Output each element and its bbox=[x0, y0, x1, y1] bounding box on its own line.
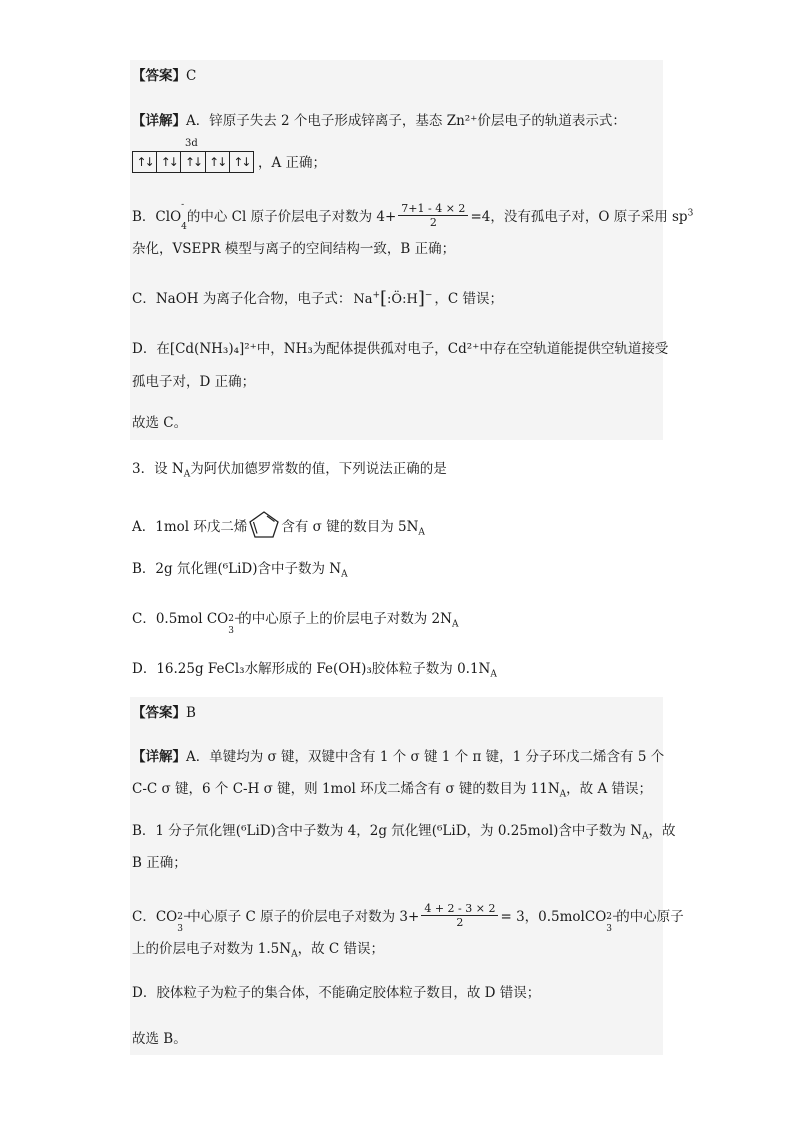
option-a: A．1mol 环戊二烯 含有 σ 键的数目为 $5N_A$ bbox=[132, 510, 425, 545]
conclusion-1: 故选 C。 bbox=[132, 415, 188, 431]
orbital-cell: ↑↓ bbox=[133, 152, 157, 172]
question-3-stem: 3．设 $N_A$为阿伏加德罗常数的值，下列说法正确的是 bbox=[132, 461, 447, 480]
fraction-c: $\frac{4 + 2 - 3 \times 2}{2}$ bbox=[421, 902, 498, 929]
option-d: D．16.25g FeCl₃水解形成的 Fe(OH)₃胶体粒子数为 $0.1N_A$ bbox=[132, 661, 497, 680]
detail-3-a: 【详解】A．单键均为 σ 键，双键中含有 1 个 σ 键 1 个 π 键，1 分子环戊二烯含有 5 个 bbox=[132, 749, 665, 765]
orbital-label: 3d bbox=[185, 138, 198, 149]
fraction-b: $\frac{7+1 - 4 \times 2}{2}$ bbox=[398, 202, 468, 229]
cyclopentadiene-icon bbox=[247, 509, 281, 544]
detail-1-b: B．ClO - $_4$的中心 Cl 原子价层电子对数为 4+ $\frac{7+1 - 4 \times 2}{2}$ =4，没有孤电子对，O 原子采用 $sp^3$ bbox=[132, 200, 694, 232]
option-c: C．0.5mol CO 2− 3 的中心原子上的价层电子对数为 $2N_A$ bbox=[132, 611, 459, 636]
detail-1-b-cont: 杂化，VSEPR 模型与离子的空间结构一致，B 正确； bbox=[132, 241, 456, 257]
conclusion-3: 故选 B。 bbox=[132, 1031, 187, 1047]
option-b: B．2g 氘化锂(⁶LiD)含中子数为 $N_A$ bbox=[132, 561, 348, 580]
detail-1-d: D．在[Cd(NH₃)₄]²⁺中，NH₃为配体提供孤对电子，Cd²⁺中存在空轨道能提供空轨道接受 bbox=[132, 341, 669, 357]
detail-3-c-cont: 上的价层电子对数为 $1.5N_A$，故 C 错误； bbox=[132, 941, 384, 960]
orbital-cell: ↑↓ bbox=[233, 155, 250, 169]
detail-3-b-cont: B 正确； bbox=[132, 855, 187, 871]
answer-3: 【答案】B bbox=[132, 705, 196, 721]
detail-1-a: 【详解】A．锌原子失去 2 个电子形成锌离子，基态 Zn²⁺价层电子的轨道表示式： bbox=[132, 113, 626, 129]
orbital-cell: ↑↓ bbox=[206, 152, 230, 172]
orbital-cell: ↑↓ bbox=[157, 152, 181, 172]
answer-1: 【答案】C bbox=[132, 68, 197, 84]
detail-3-b: B．1 分子氘化锂(⁶LiD)含中子数为 4，2g 氘化锂(⁶LiD，为 0.25mol)含中子数为 $N_A$，故 bbox=[132, 823, 676, 842]
detail-3-d: D．胶体粒子为粒子的集合体，不能确定胶体粒子数目，故 D 错误； bbox=[132, 985, 541, 1001]
detail-1-c: C．NaOH 为离子化合物，电子式： Na+[:Ö:H]− ，C 错误； bbox=[132, 288, 504, 309]
detail-3-c: C．CO 2− 3 中心原子 C 原子的价层电子对数为 3+ $\frac{4 + 2 - 3 \times 2}{2}$ = 3，0.5molCO 2− 3 的中心原子 bbox=[132, 902, 684, 934]
orbital-cell: ↑↓ bbox=[181, 152, 205, 172]
detail-1-d-cont: 孤电子对，D 正确； bbox=[132, 374, 256, 390]
detail-3-a-cont: C-C σ 键，6 个 C-H σ 键，则 1mol 环戊二烯含有 σ 键的数目为 $11N_A$，故 A 错误； bbox=[132, 781, 652, 800]
electron-formula: Na+[:Ö:H]− bbox=[353, 288, 433, 309]
orbital-tail: ，A 正确； bbox=[258, 155, 327, 171]
orbital-box bbox=[132, 151, 254, 173]
